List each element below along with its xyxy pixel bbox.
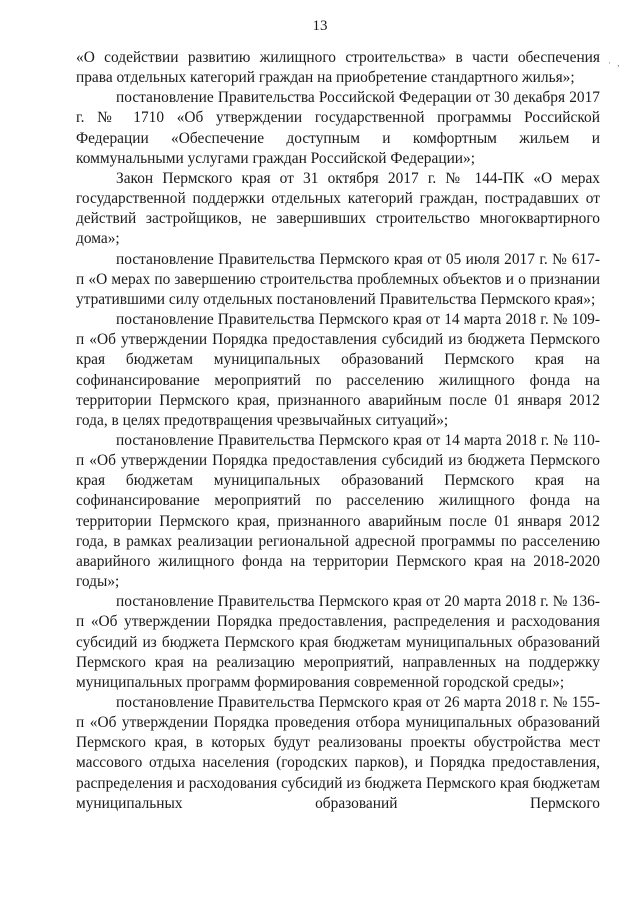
paragraph-perm-resolution-110: постановление Правительства Пермского края от 14 марта 2018 г. № 110-п «Об утверждении Порядка предоставления субсидий из бюджета Пермского края бюджетам муниципальных образований Пермского края на софинансирование мероприятий по расселению жилищного фонда на территории Пермского края, признанного аварийным после 01 января 2012 года, в рамках реализации региональной адресной программы по расселению аварийного жилищного фонда на территории Пермского края на 2018-2020 годы»; <box>76 431 600 591</box>
paragraph-continued-from-previous-page: «О содействии развитию жилищного строительства» в части обеспечения права отдельных категорий граждан на приобретение стандартного жилья»; <box>76 49 600 87</box>
document-body <box>76 48 600 814</box>
paragraph-perm-resolution-617: постановление Правительства Пермского края от 05 июля 2017 г. № 617-п «О мерах по завершению строительства проблемных объектов и о признании утратившими силу отдельных постановлений Правительства Пермского края»; <box>76 250 600 308</box>
page-number: 13 <box>312 18 328 34</box>
paragraph-perm-law-144: Закон Пермского края от 31 октября 2017 г. № 144-ПК «О мерах государственной поддержки отдельных категорий граждан, пострадавших от действий застройщиков, не завершивших строительство многоквартирного дома»; <box>76 169 600 248</box>
scan-artifact-mark: · , <box>608 58 622 68</box>
paragraph-perm-resolution-109: постановление Правительства Пермского края от 14 марта 2018 г. № 109-п «Об утверждении Порядка предоставления субсидий из бюджета Пермского края бюджетам муниципальных образований Пермского края на софинансирование мероприятий по расселению жилищного фонда на территории Пермского края, признанного аварийным после 01 января 2012 года, в целях предотвращения чрезвычайных ситуаций»; <box>76 311 600 429</box>
paragraph-government-resolution-1710: постановление Правительства Российской Федерации от 30 декабря 2017 г. № 1710 «Об утверждении государственной программы Российской Федерации «Обеспечение доступным и комфортным жильем и коммунальными услугами граждан Российской Федерации»; <box>76 89 600 167</box>
paragraph-perm-resolution-136: постановление Правительства Пермского края от 20 марта 2018 г. № 136-п «Об утверждении Порядка предоставления, распределения и расходования субсидий из бюджета Пермского края бюджетам муниципальных образований Пермского края на реализацию мероприятий, направленных на поддержку муниципальных программ формирования современной городской среды»; <box>76 593 600 691</box>
paragraph-perm-resolution-155: постановление Правительства Пермского края от 26 марта 2018 г. № 155-п «Об утверждении Порядка проведения отбора муниципальных образований Пермского края, в которых будут реализованы проекты обустройства мест массового отдыха населения (городских парков), и Порядка предоставления, распределения и расходования субсидий из бюджета Пермского края бюджетам муниципальных образований Пермского <box>76 694 600 812</box>
